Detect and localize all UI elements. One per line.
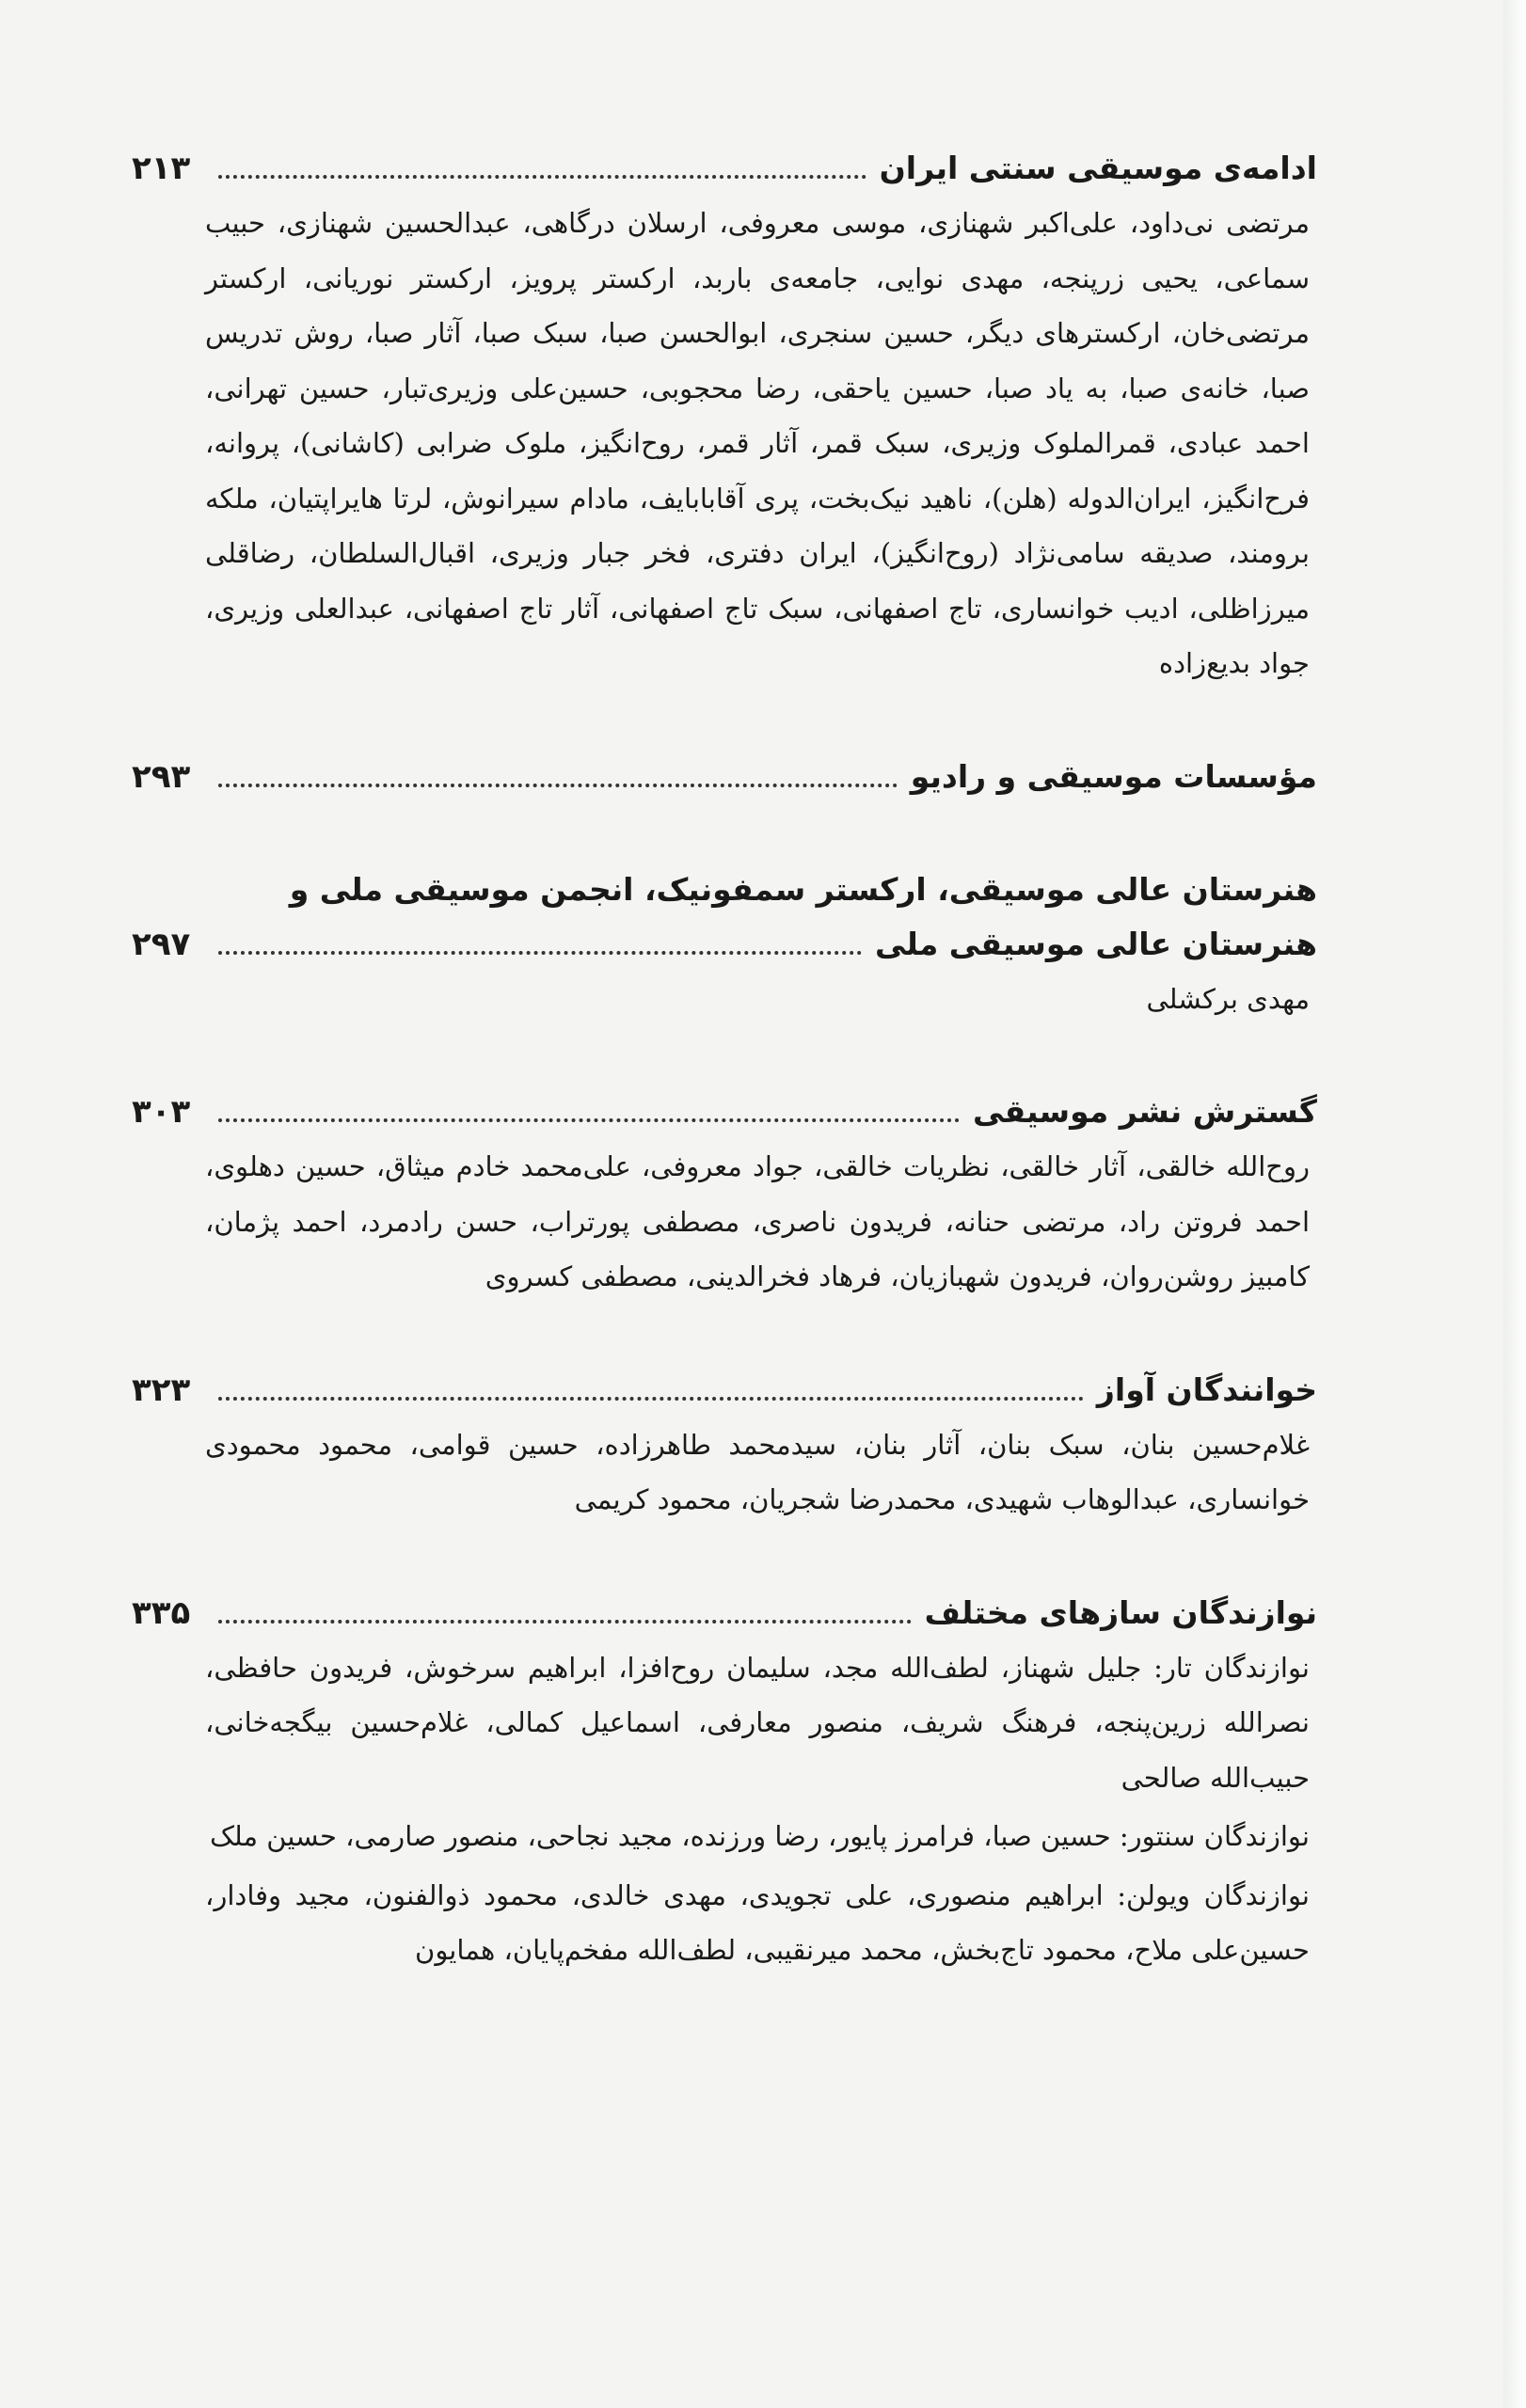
page-number: ۲۱۳: [132, 150, 191, 187]
entry-title-line-1: هنرستان عالی موسیقی، ارکستر سمفونیک، انجمن موسیقی ملی و: [289, 870, 1317, 908]
entry-subtopics: مرتضی نی‌داود، علی‌اکبر شهنازی، موسی معروفی، ارسلان درگاهی، عبدالحسین شهنازی، حبیب سماعی، یحیی زرپنجه، مهدی نوایی، جامعه‌ی باربد، ارکستر پرویز، ارکستر نوریانی، ارکستر مرتضی‌خان، ارکسترهای دیگر، حسین سنجری، ابوالحسن صبا، سبک صبا، آثار صبا، روش تدریس صبا، خانه‌ی صبا، به یاد صبا، حسین یاحقی، رضا محجوبی، حسین‌علی وزیری‌تبار، حسین تهرانی، احمد عبادی، قمرالملوک وزیری، سبک قمر، آثار قمر، روح‌انگیز، ملوک ضرابی (کاشانی)، پروانه، فرح‌انگیز، ایران‌الدوله (هلن)، ناهید نیک‌بخت، پری آقابابایف، مادام سیرانوش، لرتا هایراپتیان، ملکه برومند، صدیقه سامی‌نژاد (روح‌انگیز)، ایران دفتری، فخر جبار وزیری، اقبال‌السلطان، رضاقلی میرزاظلی، ادیب خوانساری، تاج اصفهانی، سبک تاج اصفهانی، آثار تاج اصفهانی، عبدالعلی وزیری، جواد بدیع‌زاده: [205, 207, 1310, 679]
page-edge: [1503, 0, 1526, 2408]
page-number: ۲۹۳: [132, 757, 191, 796]
entry-title: هنرستان عالی موسیقی ملی: [874, 925, 1317, 962]
toc-entry: [132, 863, 1317, 1027]
toc-entry-heading: [132, 1085, 1317, 1139]
page-number: ۳۰۳: [132, 1093, 191, 1131]
toc-entry: [132, 750, 1317, 804]
entry-title: ادامه‌ی موسیقی سنتی ایران: [879, 150, 1317, 186]
dot-leader: [218, 175, 866, 179]
page-number: ۲۹۷: [132, 925, 191, 963]
toc-entry-heading: [132, 1363, 1317, 1418]
entry-title: نوازندگان سازهای مختلف: [924, 1593, 1317, 1631]
entry-title: گسترش نشر موسیقی: [973, 1093, 1317, 1130]
toc-entry-heading: [132, 750, 1317, 804]
entry-subtopics: نوازندگان سنتور: حسین صبا، فرامرز پایور، رضا ورزنده، مجید نجاحی، منصور صارمی، حسین ملک: [209, 1820, 1310, 1852]
entry-title: خوانندگان آواز: [1096, 1370, 1317, 1408]
dot-leader: [218, 951, 862, 955]
entry-subtopics: غلام‌حسین بنان، سبک بنان، آثار بنان، سیدمحمد طاهرزاده، حسین قوامی، محمود محمودی خوانساری، عبدالوهاب شهیدی، محمدرضا شجریان، محمود کریمی: [205, 1428, 1310, 1515]
page-number: ۳۳۵: [132, 1593, 191, 1632]
entry-subtopics: نوازندگان تار: جلیل شهناز، لطف‌الله مجد، سلیمان روح‌افزا، ابراهیم سرخوش، فریدون حافظی، نصرالله زرین‌پنجه، فرهنگ شریف، منصور معارفی، اسماعیل کمالی، غلام‌حسین بیگجه‌خانی، حبیب‌الله صالحی: [205, 1651, 1310, 1794]
dot-leader: [218, 784, 898, 787]
dot-leader: [218, 1620, 912, 1624]
toc-entry-heading: [132, 141, 1317, 196]
toc-entry-heading: [132, 917, 1317, 972]
entry-title: مؤسسات موسیقی و رادیو: [910, 757, 1317, 795]
toc-entry: [132, 1085, 1317, 1305]
entry-subtopics: روح‌الله خالقی، آثار خالقی، نظریات خالقی، جواد معروفی، علی‌محمد خادم میثاق، حسین دهلوی، احمد فروتن راد، مرتضی حنانه، فریدون ناصری، مصطفی پورتراب، حسن رادمرد، احمد پژمان، کامبیز روشن‌روان، فریدون شهبازیان، فرهاد فخرالدینی، مصطفی کسروی: [205, 1150, 1310, 1292]
toc-entry-heading: [132, 1586, 1317, 1640]
entry-subtopics: مهدی برکشلی: [1146, 982, 1310, 1015]
page-number: ۳۲۳: [132, 1370, 191, 1409]
toc-entry: [132, 141, 1317, 691]
dot-leader: [218, 1118, 960, 1122]
toc-entry: [132, 1363, 1317, 1528]
table-of-contents: [132, 141, 1317, 2036]
dot-leader: [218, 1397, 1084, 1401]
toc-entry: [132, 1586, 1317, 1978]
entry-subtopics: نوازندگان ویولن: ابراهیم منصوری، علی تجویدی، مهدی خالدی، محمود ذوالفنون، مجید وفادار، حسین‌علی ملاح، محمود تاج‌بخش، محمد میرنقیبی، لطف‌الله مفخم‌پایان، همایون: [205, 1878, 1310, 1966]
